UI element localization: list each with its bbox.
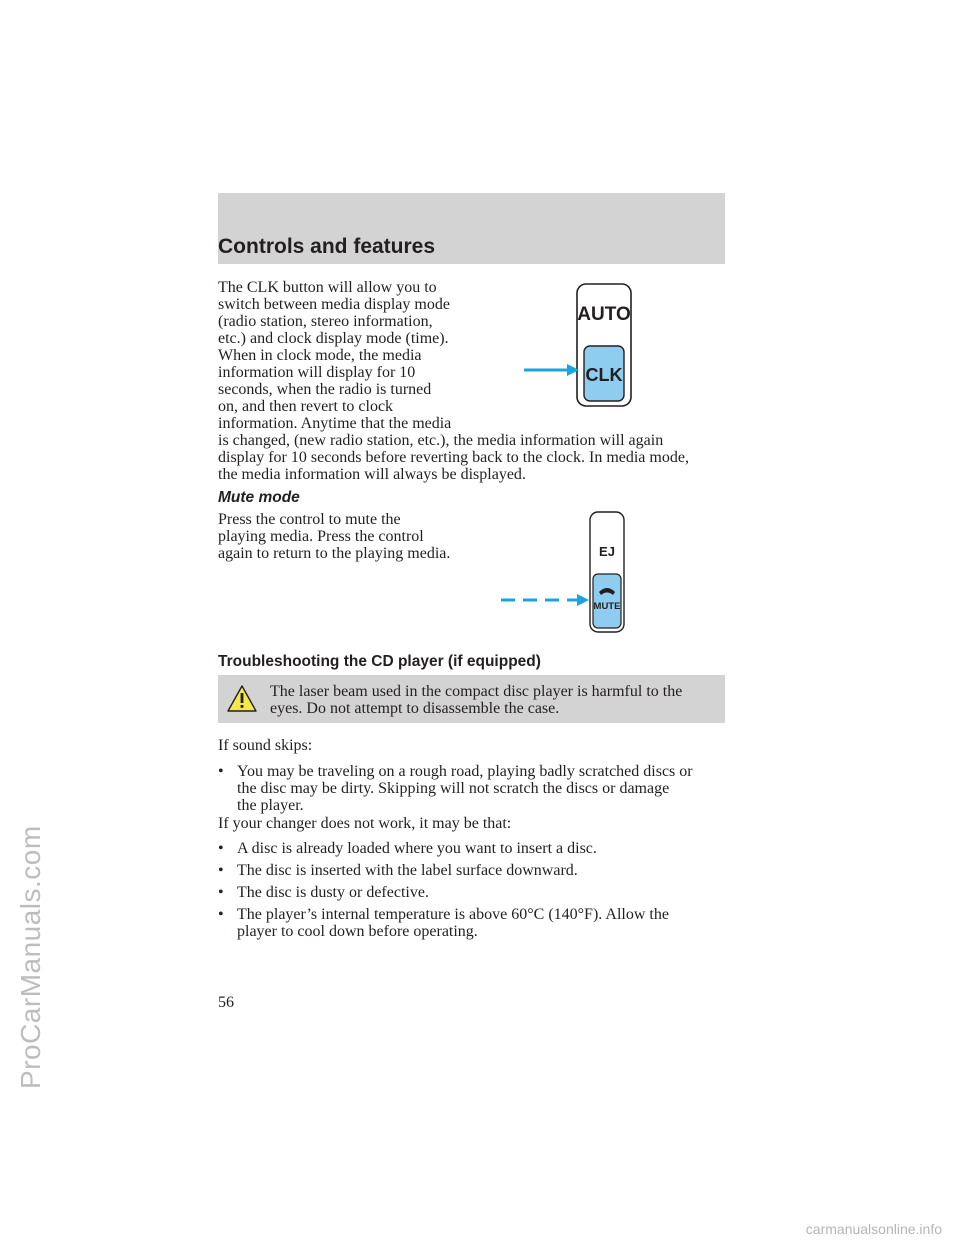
text-line: seconds, when the radio is turned bbox=[218, 381, 432, 398]
text-line: again to return to the playing media. bbox=[218, 545, 451, 562]
text-line: the player. bbox=[237, 797, 304, 815]
text-line: the disc may be dirty. Skipping will not scratch the discs or damage bbox=[237, 780, 670, 798]
list-item bbox=[237, 884, 717, 901]
bullet-marker: • bbox=[218, 862, 224, 879]
mute-heading: Mute mode bbox=[218, 489, 300, 506]
dashed-arrow-icon bbox=[501, 594, 589, 606]
page-number: 56 bbox=[218, 994, 234, 1011]
ej-button-label: EJ bbox=[599, 544, 615, 559]
text-line: the media information will always be displayed. bbox=[218, 466, 526, 483]
text-line: The player’s internal temperature is above 60°C (140°F). Allow the bbox=[237, 906, 669, 923]
text-line: You may be traveling on a rough road, playing badly scratched discs or bbox=[237, 763, 693, 780]
warning-text bbox=[270, 683, 720, 717]
text-line: display for 10 seconds before reverting back to the clock. In media mode, bbox=[218, 449, 689, 466]
bullet-marker: • bbox=[218, 884, 224, 901]
text-line: The disc is inserted with the label surface downward. bbox=[237, 862, 578, 879]
text-line: etc.) and clock display mode (time). bbox=[218, 330, 449, 347]
troubleshooting-heading: Troubleshooting the CD player (if equipped) bbox=[218, 653, 541, 670]
watermark: ProCarManuals.com bbox=[15, 825, 46, 1089]
warning-icon bbox=[226, 684, 258, 714]
changer-intro: If your changer does not work, it may be that: bbox=[218, 815, 512, 832]
auto-clk-figure bbox=[515, 280, 640, 410]
bullet-marker: • bbox=[218, 840, 224, 857]
list-item bbox=[237, 906, 717, 940]
text-line: The CLK button will allow you to bbox=[218, 279, 437, 296]
page-title: Controls and features bbox=[218, 235, 436, 258]
text-line: is changed, (new radio station, etc.), the media information will again bbox=[218, 432, 664, 449]
text-line: When in clock mode, the media bbox=[218, 347, 422, 364]
text-line: (radio station, stereo information, bbox=[218, 313, 433, 330]
bullet-marker: • bbox=[218, 906, 224, 923]
bullet-marker: • bbox=[218, 763, 224, 780]
text-line: information will display for 10 bbox=[218, 364, 416, 381]
text-line: A disc is already loaded where you want to insert a disc. bbox=[237, 840, 597, 857]
text-line: switch between media display mode bbox=[218, 296, 450, 313]
list-item bbox=[237, 862, 717, 879]
clk-button-label: CLK bbox=[585, 365, 623, 385]
skip-intro: If sound skips: bbox=[218, 737, 313, 754]
text-line: on, and then revert to clock bbox=[218, 398, 394, 415]
auto-button-label: AUTO bbox=[577, 304, 631, 325]
text-line: eyes. Do not attempt to disassemble the case. bbox=[270, 700, 560, 718]
list-item bbox=[237, 763, 717, 815]
text-line: player to cool down before operating. bbox=[237, 923, 478, 941]
text-line: playing media. Press the control bbox=[218, 528, 424, 545]
text-line: The laser beam used in the compact disc player is harmful to the bbox=[270, 683, 683, 700]
mute-button-label: MUTE bbox=[593, 601, 621, 612]
footer-url: carmanualsonline.info bbox=[805, 1221, 942, 1237]
text-line: information. Anytime that the media bbox=[218, 415, 452, 432]
text-line: Press the control to mute the bbox=[218, 511, 401, 528]
text-line: The disc is dusty or defective. bbox=[237, 884, 429, 901]
ej-mute-figure bbox=[495, 508, 635, 636]
list-item bbox=[237, 840, 717, 857]
arrow-icon bbox=[524, 364, 579, 376]
